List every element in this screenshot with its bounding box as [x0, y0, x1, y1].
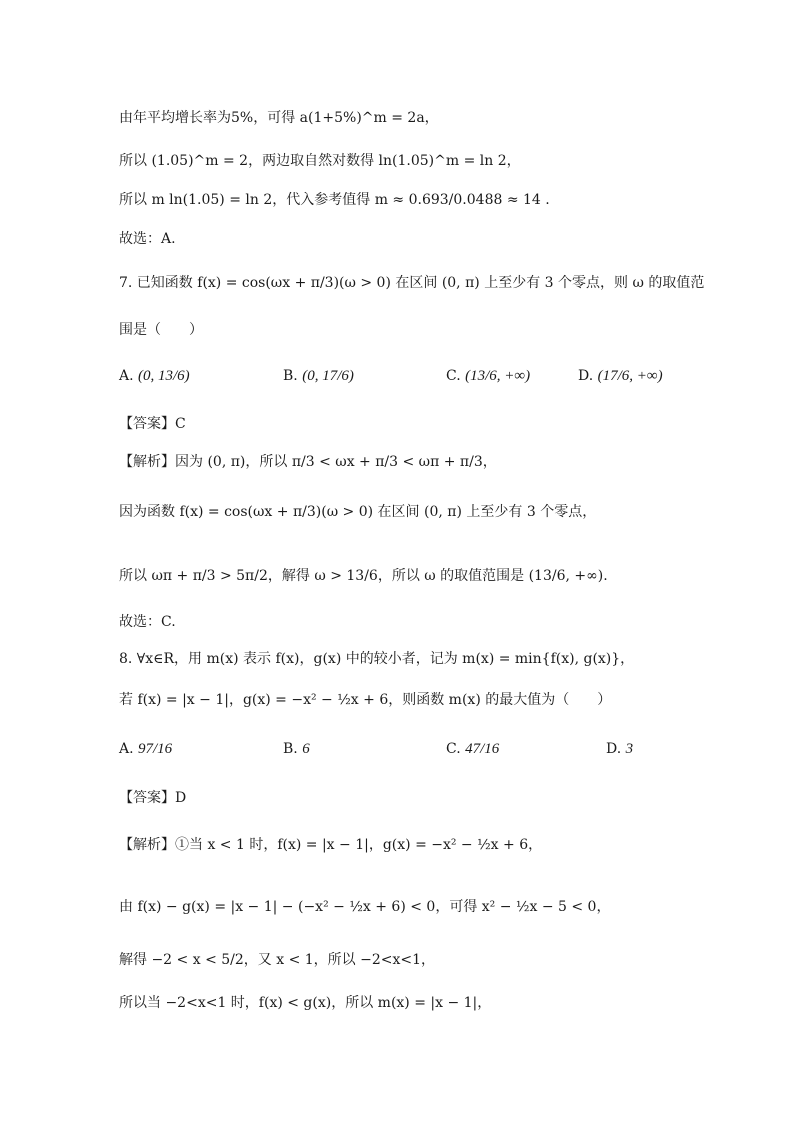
question-8-stem-2: 若 f(x) = |x − 1|，g(x) = −x² − ½x + 6，则函数 m(x) 的最大值为（ ）	[119, 692, 612, 708]
q7-option-b: B. (0, 17/6)	[283, 368, 354, 384]
q8-option-b: B. 6	[283, 741, 310, 757]
solution-line-3: 所以 m ln(1.05) = ln 2，代入参考值得 m ≈ 0.693/0.0488 ≈ 14 .	[119, 192, 550, 208]
q7-explanation-1: 【解析】因为 (0, π)，所以 π/3 < ωx + π/3 < ωπ + π/3，	[119, 454, 497, 470]
q7-option-d: D. (17/6, +∞)	[578, 368, 663, 384]
answer-choice-line: 故选：A.	[119, 231, 176, 247]
q7-answer: 【答案】C	[119, 416, 186, 432]
q7-option-a: A. (0, 13/6)	[119, 368, 190, 384]
solution-line-1: 由年平均增长率为5%，可得 a(1+5%)^m = 2a，	[119, 110, 439, 126]
q8-option-c: C. 47/16	[446, 741, 500, 757]
q8-explanation-4: 所以当 −2<x<1 时，f(x) < g(x)，所以 m(x) = |x − 1|，	[119, 995, 492, 1011]
question-7-stem-end: 围是（ ）	[119, 322, 203, 338]
q8-explanation-2: 由 f(x) − g(x) = |x − 1| − (−x² − ½x + 6) < 0，可得 x² − ½x − 5 < 0，	[119, 899, 611, 915]
question-7-stem: 7. 已知函数 f(x) = cos(ωx + π/3)(ω > 0) 在区间 (0, π) 上至少有 3 个零点，则 ω 的取值范	[119, 275, 705, 291]
question-8-stem: 8. ∀x∈R，用 m(x) 表示 f(x)，g(x) 中的较小者，记为 m(x) = min{f(x), g(x)}，	[119, 651, 635, 667]
q8-option-d: D. 3	[606, 741, 634, 757]
q7-explanation-2: 因为函数 f(x) = cos(ωx + π/3)(ω > 0) 在区间 (0, π) 上至少有 3 个零点，	[119, 504, 597, 520]
solution-line-2: 所以 (1.05)^m = 2，两边取自然对数得 ln(1.05)^m = ln 2，	[119, 153, 521, 169]
q7-explanation-3: 所以 ωπ + π/3 > 5π/2，解得 ω > 13/6，所以 ω 的取值范围是 (13/6, +∞).	[119, 568, 608, 584]
q8-answer: 【答案】D	[119, 790, 187, 806]
q7-option-c: C. (13/6, +∞)	[446, 368, 531, 384]
q8-explanation-1: 【解析】①当 x < 1 时，f(x) = |x − 1|，g(x) = −x² − ½x + 6，	[119, 837, 543, 853]
q8-option-a: A. 97/16	[119, 741, 173, 757]
q8-explanation-3: 解得 −2 < x < 5/2，又 x < 1，所以 −2<x<1，	[119, 952, 436, 968]
q7-choice: 故选：C.	[119, 614, 176, 630]
